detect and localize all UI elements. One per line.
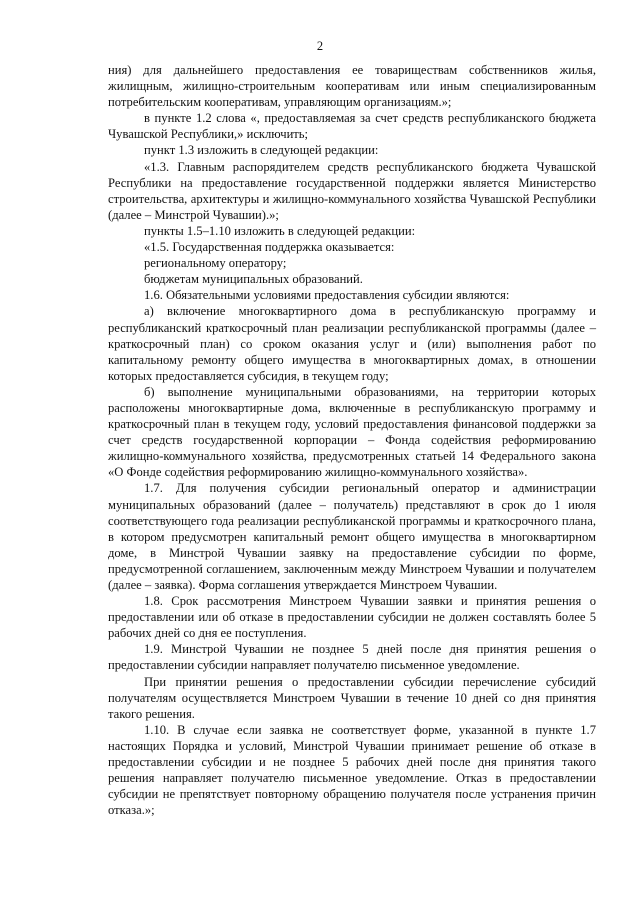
paragraph-item-1-10: 1.10. В случае если заявка не соответствует форме, указанной в пункте 1.7 настоящих Порядка и условий, Минстрой Чувашии принимает решение об отказе в предоставлении субсидии и не позднее 5 рабочих дней после дня принятия такого решения направляет получателю письменное уведомление. Отказ в предоставлении субсидии не препятствует повторному обращению получателя после устранения причин отказа.»; [108,722,596,818]
paragraph-recipient-regional-operator: региональному оператору; [144,256,287,271]
paragraph-continuation: ния) для дальнейшего предоставления ее товариществам собственников жилья, жилищным, жилищно-строительным кооперативам или иным специализированным потребительским кооперативам, управляющим организациям.»; [108,63,596,110]
paragraph-item-1-3-text: «1.3. Главным распорядителем средств республиканского бюджета Чувашской Республики на предоставление государственной поддержки является Министерство строительства, архитектуры и жилищно-коммунального хозяйства Чувашской Республики (далее – Минстрой Чувашии).»; [108,159,596,222]
page-number: 2 [316,39,324,53]
document-body [108,62,596,818]
paragraph-item-1-7: 1.7. Для получения субсидии региональный оператор и администрации муниципальных образований (далее – получатель) представляют в срок до 1 июля соответствующего года реализации республиканской программы и краткосрочного плана, в котором предусмотрен капитальный ремонт общего имущества в многоквартирном доме, в Минстрой Чувашии заявку на предоставление субсидии по форме, предусмотренной соглашением, заключенным между Минстроем Чувашии и получателем (далее – заявка). Форма соглашения утверждается Минстроем Чувашии. [108,481,596,592]
paragraph-item-1-8: 1.8. Срок рассмотрения Минстроем Чувашии заявки и принятия решения о предоставлении или об отказе в предоставлении субсидии не должен составлять более 5 рабочих дней со дня ее поступления. [108,594,596,641]
paragraph-items-1-5-1-10-intro: пункты 1.5–1.10 изложить в следующей редакции: [144,223,416,238]
paragraph-item-1-9: 1.9. Минстрой Чувашии не позднее 5 дней после дня принятия решения о предоставлении субсидии направляет получателю письменное уведомление. [108,642,596,673]
paragraph-item-1-6-a: а) включение многоквартирного дома в республиканскую программу и республиканский краткосрочный план реализации республиканской программы (далее – краткосрочный план) со сроком оказания услуг и (или) выполнения работ по капитальному ремонту общего имущества в многоквартирных домах, в отношении которых предоставляется субсидия, в текущем году; [108,304,596,383]
paragraph-item-1-6-b: б) выполнение муниципальными образованиями, на территории которых расположены многоквартирные дома, включенные в республиканскую программу и краткосрочный план в текущем году, условий предоставления финансовой поддержки за счет средств государственной корпорации – Фонда содействия реформированию жилищно-коммунального хозяйства, предусмотренных статьей 14 Федерального закона «О Фонде содействия реформированию жилищно-коммунального хозяйства». [108,384,596,480]
paragraph-item-1-6: 1.6. Обязательными условиями предоставления субсидии являются: [144,288,510,303]
paragraph-item-1-3-intro: пункт 1.3 изложить в следующей редакции: [144,143,379,158]
paragraph-item-1-9-transfer: При принятии решения о предоставлении субсидии перечисление субсидий получателям осуществляется Минстроем Чувашии в течение 10 дней со дня принятия такого решения. [108,674,596,721]
paragraph-recipient-municipal-budgets: бюджетам муниципальных образований. [144,272,363,287]
paragraph-item-1-5: «1.5. Государственная поддержка оказывается: [144,240,395,255]
paragraph-item-1-2: в пункте 1.2 слова «, предоставляемая за счет средств республиканского бюджета Чувашской Республики,» исключить; [108,111,596,142]
